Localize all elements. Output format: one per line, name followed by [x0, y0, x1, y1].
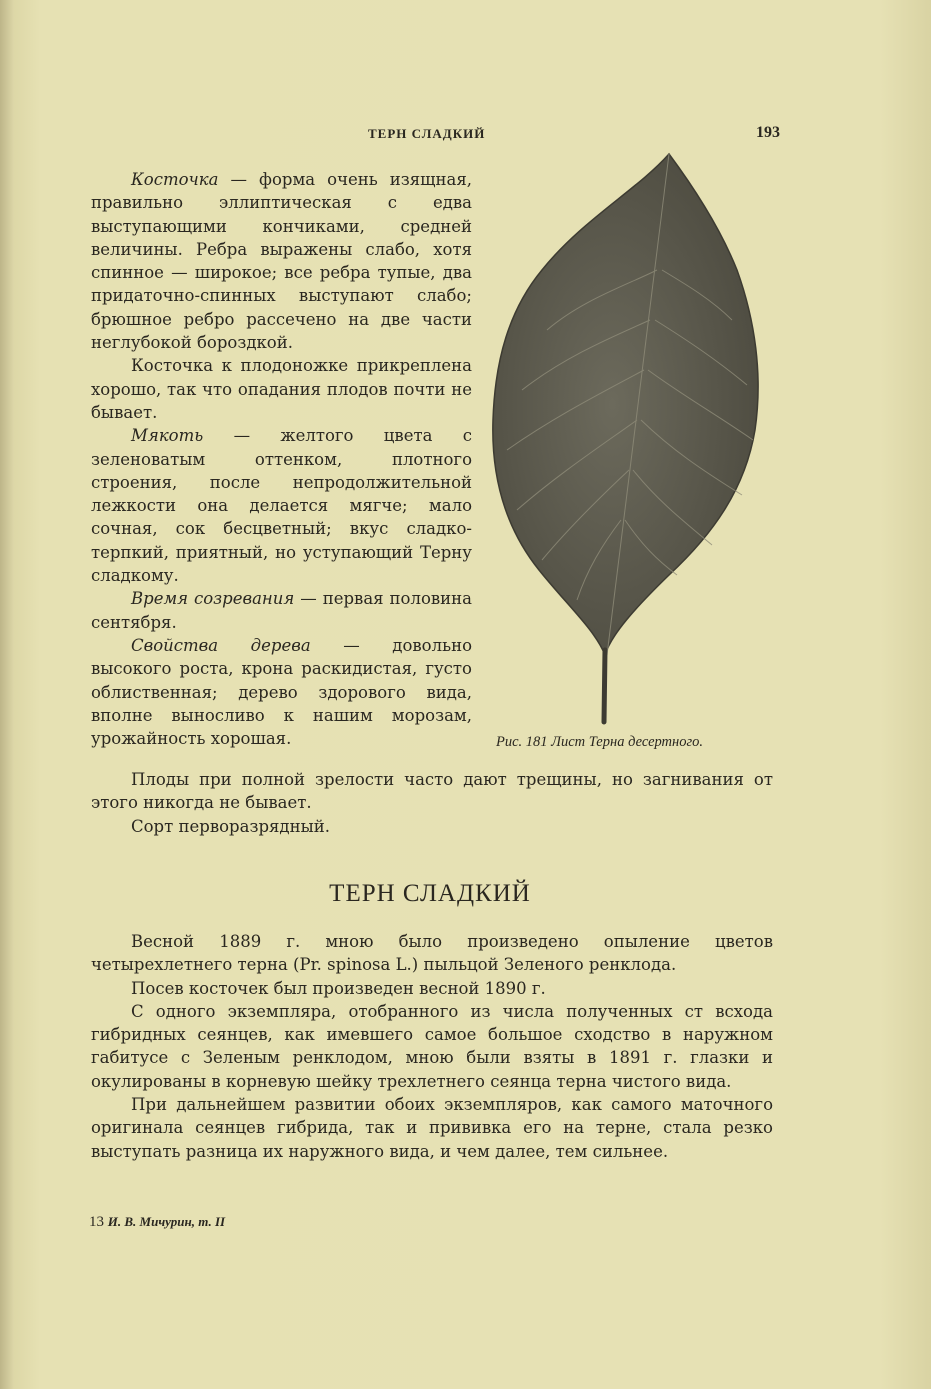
paragraph-ripening: Время созревания — первая половина сентября.	[91, 589, 472, 632]
signature-text: И. В. Мичурин, т. II	[107, 1214, 226, 1229]
paragraph-development: При дальнейшем развитии обоих экземпляров, как самого маточного оригинала сеянцев гибрида, так и прививка его на терне, стала резко выступать разница их наружного вида, и чем далее, тем сильнее.	[91, 1095, 773, 1161]
text-column	[91, 168, 472, 750]
paragraph-myakot: Мякоть — желтого цвета с зеленоватым оттенком, плотного строения, после непродолжительной лежкости она делается мягче; мало сочная, сок бесцветный; вкус сладко-терпкий, приятный, но уступающий Терну сладкому.	[91, 426, 472, 586]
term-label: Время созревания	[131, 589, 295, 609]
paragraph-sowing: Посев косточек был произведен весной 1890 г.	[131, 978, 546, 998]
signature-number: 13	[89, 1214, 104, 1230]
paragraph-attachment: Косточка к плодоножке прикреплена хорошо, так что опадания плодов почти не бывает.	[91, 356, 472, 422]
signature-footer	[89, 1214, 225, 1231]
paragraph-tree: Свойства дерева — довольно высокого роста, крона раскидистая, густо облиственная; дерево здорового вида, вполне выносливо к нашим морозам, урожайность хорошая.	[91, 635, 472, 749]
section-body	[91, 930, 773, 1163]
term-label: Косточка	[131, 170, 219, 189]
paragraph-kostochka: Косточка — форма очень изящная, правильно эллиптическая с едва выступающими кончиками, средней величины. Ребра выражены слабо, хотя спинное — широкое; все ребра тупые, два придаточно-спинных выступают слабо; брюшное ребро рассечено на две части неглубокой бороздкой.	[91, 170, 472, 353]
paragraph-pollination: Весной 1889 г. мною было произведено опыление цветов четырехлетнего терна (Pr. spinosa L.) пыльцой Зеленого ренклода.	[91, 932, 773, 975]
page-spine-shadow	[0, 0, 14, 1389]
leaf-petiole	[604, 650, 605, 722]
paragraph-grade: Сорт перворазрядный.	[131, 816, 330, 836]
term-label: Мякоть	[131, 426, 204, 446]
leaf-blade	[493, 154, 758, 655]
page-number: 193	[756, 124, 780, 141]
running-head: ТЕРН СЛАДКИЙ	[368, 126, 486, 141]
paragraph-selection: С одного экземпляра, отобранного из числа полученных ст всхода гибридных сеянцев, как имевшего самое большое сходство в наружном габитусе с Зеленым ренклодом, мною были взяты в 1891 г. глазки и окулированы в корневую шейку трехлетнего сеянца терна чистого вида.	[91, 1001, 773, 1091]
section-title: ТЕРН СЛАДКИЙ	[329, 880, 531, 907]
figure-caption: Рис. 181 Лист Терна десертного.	[496, 734, 704, 750]
text-after-column	[91, 768, 773, 838]
leaf-illustration	[487, 150, 769, 725]
term-label: Свойства дерева	[131, 635, 311, 655]
paragraph-cracks: Плоды при полной зрелости часто дают трещины, но загнивания от этого никогда не бывает.	[91, 770, 773, 813]
